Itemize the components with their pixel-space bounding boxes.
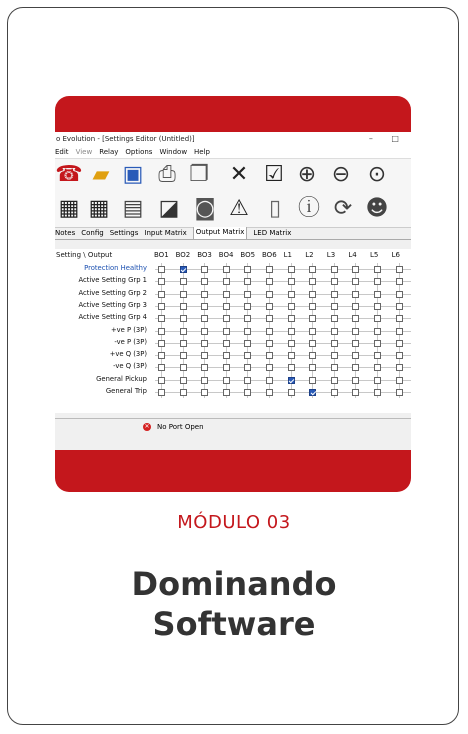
matrix-checkbox[interactable] (180, 340, 187, 347)
matrix-checkbox[interactable] (244, 377, 251, 384)
matrix-checkbox[interactable] (158, 389, 165, 396)
column-header-l6: L6 (391, 251, 400, 259)
matrix-checkbox[interactable] (309, 278, 316, 285)
matrix-checkbox[interactable] (374, 340, 381, 347)
warning-icon[interactable]: ⚠ (229, 196, 249, 221)
matrix-checkbox[interactable] (309, 266, 316, 273)
matrix-checkbox[interactable] (201, 328, 208, 335)
zoom-100-icon[interactable]: ⊙ (367, 162, 387, 187)
matrix-checkbox[interactable] (158, 266, 165, 273)
grid-row-line (155, 355, 411, 356)
matrix-checkbox[interactable] (288, 340, 295, 347)
matrix-checkbox[interactable] (201, 303, 208, 310)
matrix-checkbox[interactable] (158, 278, 165, 285)
matrix-checkbox[interactable] (288, 315, 295, 322)
column-header-l1: L1 (283, 251, 292, 259)
zoom-out-icon[interactable]: ⊖ (331, 162, 351, 187)
module-title-line-1: Dominando (131, 565, 337, 603)
users-icon[interactable]: ☻ (365, 196, 389, 221)
clipboard-icon[interactable]: ▤ (122, 196, 144, 221)
matrix-checkbox[interactable] (180, 389, 187, 396)
matrix-checkbox[interactable] (201, 352, 208, 359)
matrix-checkbox[interactable] (201, 278, 208, 285)
toolbar-row-1 (55, 159, 411, 193)
copy-icon[interactable]: ❐ (189, 162, 209, 187)
matrix-checkbox[interactable] (266, 328, 273, 335)
device-icon[interactable]: ▯ (268, 196, 282, 221)
matrix-checkbox[interactable] (288, 364, 295, 371)
tab-notes[interactable]: Notes (55, 229, 76, 237)
module-thumbnail (55, 96, 411, 492)
info-icon[interactable]: ⓘ (297, 196, 320, 221)
matrix-checkbox[interactable] (396, 315, 403, 322)
matrix-checkbox[interactable] (352, 364, 359, 371)
window-controls[interactable]: – □ (368, 134, 407, 143)
matrix-checkbox[interactable] (158, 364, 165, 371)
module-title (0, 564, 468, 644)
matrix-checkbox[interactable] (223, 377, 230, 384)
grid-row-line (155, 392, 411, 393)
grid-row-line (155, 306, 411, 307)
matrix-checkbox[interactable] (201, 377, 208, 384)
matrix-checkbox[interactable] (331, 364, 338, 371)
matrix-checkbox[interactable] (374, 377, 381, 384)
column-header-bo4: BO4 (218, 251, 234, 259)
matrix-checkbox[interactable] (158, 377, 165, 384)
matrix-checkbox[interactable] (201, 291, 208, 298)
matrix-checkbox[interactable] (352, 328, 359, 335)
matrix-checkbox[interactable] (266, 315, 273, 322)
zoom-in-icon[interactable]: ⊕ (297, 162, 317, 187)
column-header-l2: L2 (305, 251, 314, 259)
matrix-checkbox[interactable] (331, 377, 338, 384)
grid-row-line (155, 343, 411, 344)
matrix-checkbox[interactable] (266, 340, 273, 347)
matrix-checkbox[interactable] (352, 303, 359, 310)
graph-check-icon[interactable]: ☑ (264, 162, 284, 187)
matrix-checkbox[interactable] (244, 352, 251, 359)
menu-options[interactable]: Options (125, 148, 153, 156)
matrix-checkbox[interactable] (158, 340, 165, 347)
status-text: No Port Open (157, 423, 204, 431)
matrix-checkbox[interactable] (309, 340, 316, 347)
matrix-checkbox[interactable] (288, 278, 295, 285)
matrix-checkbox[interactable] (309, 377, 316, 384)
module-title-line-2: Software (152, 605, 316, 643)
matrix-checkbox[interactable] (201, 340, 208, 347)
matrix-checkbox[interactable] (352, 291, 359, 298)
matrix-checkbox[interactable] (288, 389, 295, 396)
grid-row-line (155, 331, 411, 332)
matrix-checkbox[interactable] (180, 328, 187, 335)
matrix-checkbox[interactable] (266, 389, 273, 396)
matrix-checkbox[interactable] (244, 328, 251, 335)
tab-config[interactable]: Config (81, 229, 104, 237)
row-label: Active Setting Grp 2 (78, 288, 147, 297)
matrix-checkbox[interactable] (180, 315, 187, 322)
matrix-checkbox[interactable] (352, 278, 359, 285)
matrix-checkbox[interactable] (266, 266, 273, 273)
refresh-icon[interactable]: ⟳ (333, 196, 353, 221)
matrix-checkbox[interactable] (223, 364, 230, 371)
matrix-checkbox[interactable] (374, 364, 381, 371)
row-label: +ve Q (3P) (109, 350, 147, 359)
grid-row-line (155, 269, 411, 270)
matrix-checkbox[interactable] (374, 303, 381, 310)
menu-help[interactable]: Help (194, 148, 211, 156)
matrix-checkbox[interactable] (180, 352, 187, 359)
column-header-l4: L4 (348, 251, 357, 259)
column-header-l3: L3 (326, 251, 336, 259)
matrix-checkbox[interactable] (201, 266, 208, 273)
matrix-checkbox[interactable] (309, 328, 316, 335)
matrix-checkbox[interactable] (158, 303, 165, 310)
matrix-checkbox[interactable] (223, 340, 230, 347)
matrix-checkbox[interactable] (374, 278, 381, 285)
matrix-checkbox[interactable] (331, 328, 338, 335)
matrix-checkbox[interactable] (288, 377, 295, 384)
matrix-checkbox[interactable] (374, 266, 381, 273)
app-screenshot (55, 132, 411, 450)
matrix-checkbox[interactable] (180, 364, 187, 371)
print-icon[interactable]: ⎙ (158, 162, 176, 187)
matrix-checkbox[interactable] (396, 291, 403, 298)
matrix-checkbox[interactable] (244, 303, 251, 310)
matrix-checkbox[interactable] (309, 352, 316, 359)
matrix-checkbox[interactable] (331, 291, 338, 298)
matrix-checkbox[interactable] (266, 364, 273, 371)
matrix-checkbox[interactable] (223, 303, 230, 310)
matrix-checkbox[interactable] (266, 303, 273, 310)
matrix-checkbox[interactable] (396, 340, 403, 347)
matrix-checkbox[interactable] (331, 266, 338, 273)
output-matrix-grid (55, 249, 411, 413)
row-label: Active Setting Grp 3 (78, 300, 147, 309)
matrix-checkbox[interactable] (352, 340, 359, 347)
matrix-checkbox[interactable] (158, 328, 165, 335)
matrix-checkbox[interactable] (223, 352, 230, 359)
matrix-checkbox[interactable] (309, 389, 316, 396)
row-label: Active Setting Grp 1 (78, 276, 147, 285)
column-header-l5: L5 (370, 251, 379, 259)
matrix-checkbox[interactable] (244, 340, 251, 347)
folder-open-icon[interactable]: ▰ (92, 162, 110, 187)
matrix-checkbox[interactable] (288, 266, 295, 273)
menu-edit[interactable]: Edit (55, 148, 69, 156)
matrix-checkbox[interactable] (201, 389, 208, 396)
grid-row-line (155, 318, 411, 319)
matrix-checkbox[interactable] (374, 291, 381, 298)
matrix-checkbox[interactable] (180, 291, 187, 298)
error-icon: ✕ (144, 423, 150, 430)
matrix-checkbox[interactable] (374, 352, 381, 359)
matrix-checkbox[interactable] (352, 315, 359, 322)
matrix-checkbox[interactable] (288, 328, 295, 335)
menu-window[interactable]: Window (159, 148, 188, 156)
matrix-checkbox[interactable] (158, 291, 165, 298)
matrix-checkbox[interactable] (396, 377, 403, 384)
matrix-checkbox[interactable] (374, 315, 381, 322)
matrix-checkbox[interactable] (223, 328, 230, 335)
grid-check-icon[interactable]: ▦ (58, 196, 80, 221)
close-x-icon[interactable]: ✕ (229, 162, 249, 187)
save-icon[interactable]: ▣ (122, 162, 144, 187)
grid-row-line (155, 380, 411, 381)
window-title: o Evolution - [Settings Editor (Untitled)] (56, 135, 195, 143)
matrix-checkbox[interactable] (266, 291, 273, 298)
matrix-checkbox[interactable] (352, 389, 359, 396)
matrix-checkbox[interactable] (352, 352, 359, 359)
module-number: MÓDULO 03 (177, 512, 291, 533)
corner-label: Setting \ Output (56, 251, 113, 259)
menu-relay[interactable]: Relay (99, 148, 119, 156)
row-label: General Pickup (96, 374, 147, 383)
column-header-bo1: BO1 (154, 251, 169, 259)
matrix-checkbox[interactable] (201, 364, 208, 371)
tab-settings[interactable]: Settings (109, 229, 139, 237)
matrix-checkbox[interactable] (396, 328, 403, 335)
matrix-checkbox[interactable] (201, 315, 208, 322)
matrix-checkbox[interactable] (158, 352, 165, 359)
matrix-checkbox[interactable] (331, 389, 338, 396)
matrix-checkbox[interactable] (331, 340, 338, 347)
matrix-checkbox[interactable] (180, 303, 187, 310)
column-header-bo3: BO3 (197, 251, 212, 259)
row-label: -ve Q (3P) (113, 362, 147, 371)
matrix-checkbox[interactable] (288, 352, 295, 359)
column-header-bo5: BO5 (240, 251, 256, 259)
tab-input-matrix[interactable]: Input Matrix (144, 229, 187, 237)
matrix-checkbox[interactable] (374, 389, 381, 396)
matrix-checkbox[interactable] (266, 278, 273, 285)
matrix-checkbox[interactable] (180, 266, 187, 273)
grid-row-line (155, 294, 411, 295)
menu-bar (55, 146, 411, 159)
tab-led-matrix[interactable]: LED Matrix (253, 229, 292, 237)
matrix-checkbox[interactable] (266, 352, 273, 359)
toolbar-row-2 (55, 193, 411, 227)
matrix-checkbox[interactable] (223, 266, 230, 273)
tab-bar (55, 227, 411, 240)
matrix-checkbox[interactable] (244, 389, 251, 396)
grid-row-line (155, 281, 411, 282)
matrix-checkbox[interactable] (288, 303, 295, 310)
matrix-checkbox[interactable] (331, 315, 338, 322)
matrix-checkbox[interactable] (244, 364, 251, 371)
matrix-checkbox[interactable] (396, 266, 403, 273)
column-header-bo2: BO2 (175, 251, 191, 259)
matrix-checkbox[interactable] (266, 377, 273, 384)
phone-icon[interactable]: ☎ (55, 162, 83, 187)
matrix-checkbox[interactable] (223, 315, 230, 322)
matrix-checkbox[interactable] (396, 303, 403, 310)
matrix-checkbox[interactable] (396, 389, 403, 396)
grid-row-line (155, 367, 411, 368)
matrix-checkbox[interactable] (352, 266, 359, 273)
chart-icon[interactable]: ◪ (158, 196, 180, 221)
matrix-checkbox[interactable] (331, 303, 338, 310)
matrix-checkbox[interactable] (352, 377, 359, 384)
matrix-checkbox[interactable] (158, 315, 165, 322)
matrix-checkbox[interactable] (331, 278, 338, 285)
matrix-checkbox[interactable] (309, 291, 316, 298)
matrix-checkbox[interactable] (309, 364, 316, 371)
matrix-checkbox[interactable] (396, 278, 403, 285)
grid-check-arrows-icon[interactable]: ▦ (88, 196, 110, 221)
matrix-checkbox[interactable] (180, 377, 187, 384)
matrix-checkbox[interactable] (396, 352, 403, 359)
matrix-checkbox[interactable] (244, 278, 251, 285)
row-label: Active Setting Grp 4 (78, 313, 147, 322)
tab-output-matrix[interactable]: Output Matrix (193, 226, 248, 239)
row-label: -ve P (3P) (114, 337, 147, 346)
row-label: +ve P (3P) (110, 325, 147, 334)
status-bar (55, 418, 411, 435)
row-label: Protection Healthy (84, 264, 147, 272)
matrix-checkbox[interactable] (374, 328, 381, 335)
menu-view[interactable]: View (75, 148, 93, 156)
camera-icon[interactable]: ◙ (194, 196, 216, 221)
matrix-checkbox[interactable] (244, 291, 251, 298)
window-titlebar (55, 132, 411, 146)
matrix-checkbox[interactable] (244, 315, 251, 322)
matrix-checkbox[interactable] (288, 291, 295, 298)
matrix-checkbox[interactable] (309, 315, 316, 322)
column-header-bo6: BO6 (262, 251, 277, 259)
matrix-checkbox[interactable] (223, 389, 230, 396)
matrix-checkbox[interactable] (180, 278, 187, 285)
matrix-checkbox[interactable] (396, 364, 403, 371)
matrix-checkbox[interactable] (331, 352, 338, 359)
matrix-checkbox[interactable] (309, 303, 316, 310)
matrix-checkbox[interactable] (223, 278, 230, 285)
row-label: General Trip (105, 387, 147, 395)
matrix-checkbox[interactable] (223, 291, 230, 298)
matrix-checkbox[interactable] (244, 266, 251, 273)
